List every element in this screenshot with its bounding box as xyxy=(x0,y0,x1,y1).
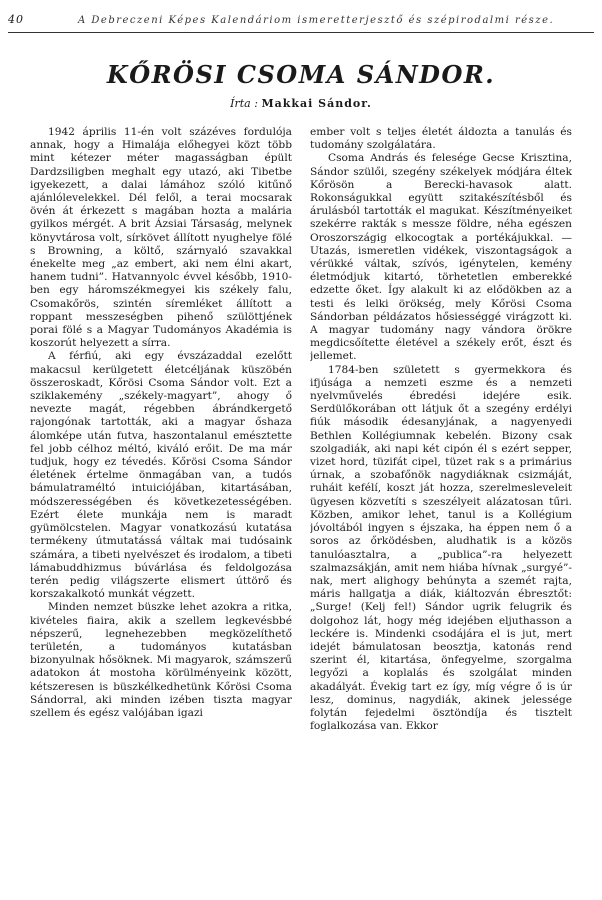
article-title: KŐRÖSI CSOMA SÁNDOR. xyxy=(106,60,496,89)
running-title: A Debreczeni Képes Kalendáriom ismeretterjesztő és szépirodalmi része. xyxy=(78,15,555,26)
byline-label: Írta : xyxy=(230,97,258,110)
paragraph: Minden nemzet büszke lehet azokra a ritka, kivételes fiaira, akik a szellem legkevésbbé népszerű, legnehezebben megközelíthető területén, a tudományos kutatásban bizonyulnak hősöknek. Mi magyarok, számszerű adatokon át mostoha körülményeink között, kétszeresen is büszkélkedhetünk Kőrösi Csoma Sándorral, aki minden izében tiszta magyar szellem és egész valójában igazi xyxy=(30,601,292,719)
paragraph: Csoma András és felesége Gecse Krisztina, Sándor szülői, szegény székelyek módjára éltek Kőrösön a Berecki-havasok alatt. Rokonságukkal együtt szitakészítésből és árulásból tartották el magukat. Készítményeiket szekérre rakták s messze földre, néha egészen Oroszországig elkocogtak a portékájukkal. — Utazás, ismeretlen vidékek, viszontagságok a vérükké váltak, szívós, igénytelen, kemény életmódjuk kitartó, törhetetlen emberekké edzette őket. Így alakult ki az elődökben az a testi és lelki örökség, mely Kőrösi Csoma Sándorban példázatos hősiességgé virágzott ki. A magyar tudomány nagy vándora örökre megdicsőítette életével a székely erőt, észt és jellemet. xyxy=(310,152,572,363)
paragraph: 1784-ben született s gyermekkora és ifjúsága a nemzeti eszme és a nemzeti nyelvművelés ébredési idejére esik. Serdülőkorában ott látjuk őt a szegény erdélyi fiúk második édesanyjának, a nagyenyedi Bethlen Kollégiumnak kebelén. Bizony csak szolgadiák, aki napi két cipón él s ezért sepper, vizet hord, tüzifát cipel, tüzet rak s a primárius úrnak, a szobafőnök nagydiáknak csizmáját, ruháit kefélí, koszt ját hozza, szerelmesleveleit ügyesen közvetíti s szeszélyeit alázatosan tűri. Közben, amikor lehet, tanul is a Kollégium jóvoltából ingyen s éjszaka, ha éppen nem ő a soros az őrködésben, aludhatik is a közös tanulóasztalra, a „publica”-ra helyezett szalmazsákján, amit nem hiába hívnak „surgyé”-nak, mert alighogy behúnyta a szemét rajta, máris hallgatja a diák, kiáltozván ébresztőt: „Surge! (Kelj fel!) Sándor ugrik felugrik és dolgohoz lát, hogy még idejében eljuthasson a leckére is. Mindenki csodájára el is jut, mert idejét bámulatosan beosztja, katonás rend szerint él, kitartása, önfegyelme, szorgalma legyőzi a koplalás és szolgálat minden akadályát. Évekig tart ez így, míg végre ő is úr lesz, dominus, nagydiák, akinek jelessége folytán fejedelmi ösztöndíja és tisztelt foglalkozása van. Ekkor xyxy=(310,363,572,733)
header-rule xyxy=(8,32,594,33)
byline-author: Makkai Sándor. xyxy=(261,97,372,110)
page-header xyxy=(8,6,594,34)
byline xyxy=(0,97,602,110)
right-column xyxy=(310,126,572,896)
paragraph-continued: ember volt s teljes életét áldozta a tanulás és tudomány szolgálatára. xyxy=(310,126,572,152)
paragraph: A férfiú, aki egy évszázaddal ezelőtt makacsul kerülgetett életcéljának küszöbén összeroskadt, Kőrösi Csoma Sándor volt. Ezt a sziklakemény „székely-magyart”, ahogy ő nevezte magát, régebben ábrándkergető rajongónak tartották, aki a magyar őshaza álomképe után futva, haszontalanul emésztette fel jobb célhoz méltó, kiváló erőit. De ma már tudjuk, hogy ez tévedés. Kőrösi Csoma Sándor életének értelme önmagában van, a tudós bámulatraméltó intuiciójában, kitartásában, módszerességében és következetességében. Ezért élete munkája nem is maradt gyümölcstelen. Magyar vonatkozású kutatása termékeny útmutatássá váltak mai tudósaink számára, a tibeti nyelvészet és irodalom, a tibeti lámabuddhizmus búvárlása és feldolgozása terén pedig világszerte elismert úttörő és korszakalkotó munkát végzett. xyxy=(30,350,292,601)
page-number: 40 xyxy=(8,13,24,26)
paragraph: 1942 április 11-én volt százéves fordulója annak, hogy a Himalája előhegyei közt több mint kétezer méter magasságban épült Dardzsiligben meghalt egy utazó, aki Tibetbe igyekezett, a dalai lámához szóló kitűnő ajánlólevelekkel. Dél felől, a terai mocsarak övén át érkezett s magában hozta a malária gyilkos mérgét. A brit Ázsiai Társaság, melynek könyvtárosa volt, sírkövet állított nyughelye fölé s Browning, a költő, szárnyaló szavakkal énekelte meg „az embert, aki nem élni akart, hanem tudni”. Hatvannyolc évvel később, 1910-ben egy háromszékmegyei kis székely falu, Csomakőrös, szintén síremléket állított a roppant messzeségben pihenő szülöttjének porai fölé s a Magyar Tudományos Akadémia is koszorút helyezett a sírra. xyxy=(30,126,292,350)
left-column xyxy=(30,126,292,896)
